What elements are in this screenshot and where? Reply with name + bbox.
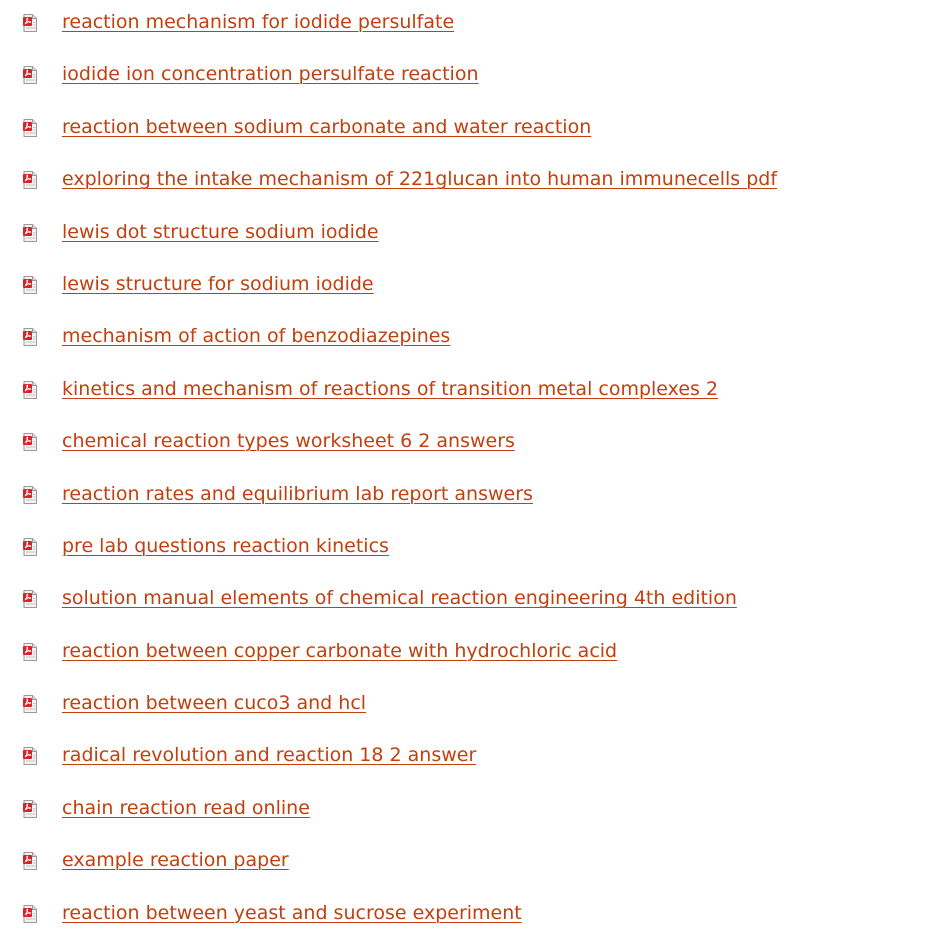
- list-item: [0, 576, 945, 628]
- list-item: [0, 367, 945, 419]
- pdf-file-icon: [23, 590, 37, 608]
- list-item: [0, 524, 945, 576]
- document-link[interactable]: lewis dot structure sodium iodide: [62, 220, 379, 243]
- list-item: [0, 629, 945, 681]
- pdf-file-icon: [23, 171, 37, 189]
- pdf-file-icon: [23, 119, 37, 137]
- list-item: [0, 472, 945, 524]
- document-link[interactable]: lewis structure for sodium iodide: [62, 272, 374, 295]
- list-item: [0, 314, 945, 366]
- list-item: [0, 105, 945, 157]
- list-item: [0, 262, 945, 314]
- document-link[interactable]: pre lab questions reaction kinetics: [62, 534, 389, 557]
- pdf-file-icon: [23, 486, 37, 504]
- pdf-file-icon: [23, 643, 37, 661]
- list-item: [0, 891, 945, 943]
- pdf-file-icon: [23, 800, 37, 818]
- list-item: [0, 733, 945, 785]
- list-item: [0, 0, 945, 52]
- pdf-file-icon: [23, 695, 37, 713]
- document-link[interactable]: reaction between sodium carbonate and water reaction: [62, 115, 592, 138]
- list-item: [0, 210, 945, 262]
- pdf-file-icon: [23, 747, 37, 765]
- list-item: [0, 157, 945, 209]
- pdf-file-icon: [23, 381, 37, 399]
- pdf-file-icon: [23, 66, 37, 84]
- pdf-file-icon: [23, 905, 37, 923]
- list-item: [0, 419, 945, 471]
- pdf-file-icon: [23, 224, 37, 242]
- document-link[interactable]: iodide ion concentration persulfate reaction: [62, 63, 479, 86]
- document-link[interactable]: solution manual elements of chemical reaction engineering 4th edition: [62, 587, 737, 610]
- document-link[interactable]: kinetics and mechanism of reactions of transition metal complexes 2: [62, 377, 719, 400]
- pdf-file-icon: [23, 433, 37, 451]
- document-link[interactable]: reaction between yeast and sucrose experiment: [62, 901, 522, 924]
- document-link[interactable]: reaction mechanism for iodide persulfate: [62, 11, 455, 33]
- document-link[interactable]: reaction between cuco3 and hcl: [62, 692, 367, 715]
- document-link[interactable]: reaction rates and equilibrium lab report answers: [62, 482, 533, 505]
- document-link[interactable]: chemical reaction types worksheet 6 2 answers: [62, 430, 515, 453]
- list-item: [0, 52, 945, 104]
- document-link[interactable]: chain reaction read online: [62, 796, 310, 819]
- list-item: [0, 838, 945, 890]
- document-link[interactable]: mechanism of action of benzodiazepines: [62, 325, 451, 348]
- list-item: [0, 786, 945, 838]
- document-link[interactable]: radical revolution and reaction 18 2 answer: [62, 744, 477, 767]
- pdf-file-icon: [23, 14, 37, 32]
- document-link[interactable]: example reaction paper: [62, 849, 289, 872]
- list-item: [0, 681, 945, 733]
- pdf-file-icon: [23, 538, 37, 556]
- document-link[interactable]: exploring the intake mechanism of 221glucan into human immunecells pdf: [62, 168, 778, 191]
- pdf-file-icon: [23, 852, 37, 870]
- pdf-file-icon: [23, 328, 37, 346]
- document-link[interactable]: reaction between copper carbonate with hydrochloric acid: [62, 639, 618, 662]
- pdf-file-icon: [23, 276, 37, 294]
